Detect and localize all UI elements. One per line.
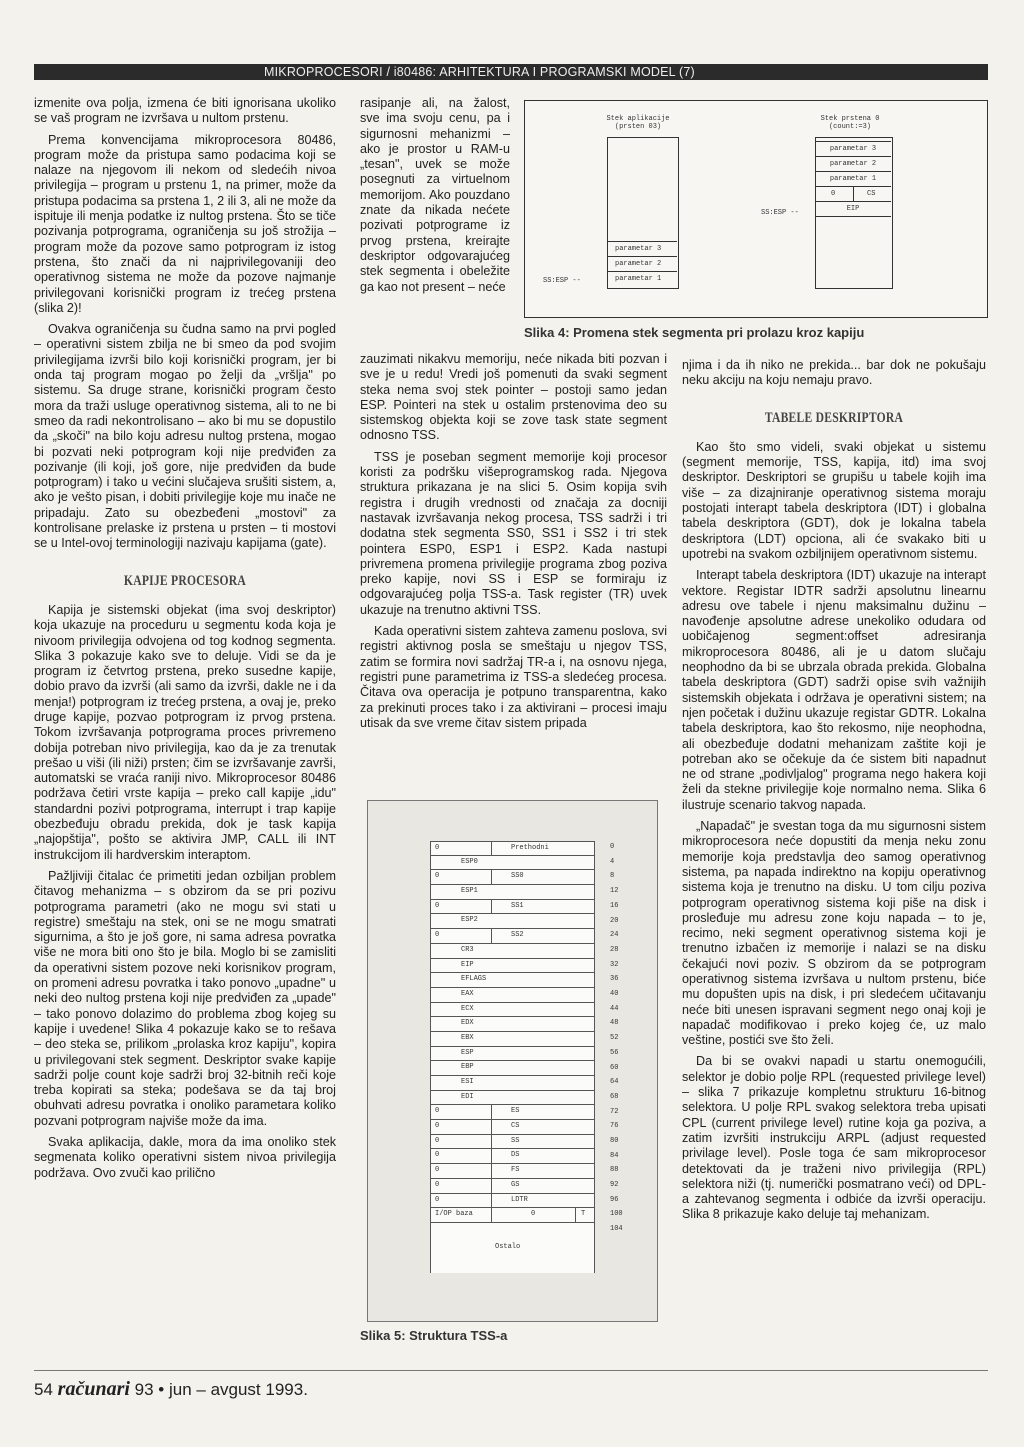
footer-rule — [34, 1370, 988, 1371]
column-2 — [360, 352, 667, 737]
fig4-eip: EIP — [815, 201, 891, 217]
fig4-right-subtitle: (count:=3) — [828, 123, 871, 131]
tss-table — [430, 841, 595, 1208]
tss-offset: 36 — [610, 975, 619, 984]
tss-row-zero: 0 — [435, 901, 440, 910]
tss-row-label: ES — [511, 1107, 520, 1116]
tss-row — [430, 1135, 595, 1150]
fig4-ssesp-left: SS:ESP -- — [543, 277, 581, 285]
tss-offset: 64 — [610, 1078, 619, 1087]
tss-row-zero: 0 — [435, 1151, 440, 1160]
magazine-logo: računari — [57, 1378, 130, 1400]
tss-row — [430, 1164, 595, 1179]
tss-row-label: ESP0 — [461, 857, 478, 866]
fig4-cs-zero: 0 — [831, 190, 836, 198]
tss-row-label: SS1 — [511, 901, 524, 910]
tss-row-label: EIP — [461, 960, 474, 969]
tss-row — [430, 959, 595, 974]
fig4-left-title: Stek aplikacije — [606, 115, 670, 123]
tss-row-zero: 0 — [435, 872, 440, 881]
fig4-left-row: parametar 3 — [607, 241, 677, 256]
issue-number: 93 — [134, 1380, 154, 1399]
tss-offset: 72 — [610, 1107, 619, 1116]
paragraph: Svaka aplikacija, dakle, mora da ima onoliko stek segmenata koliko operativni sistem nivoa privilegija podržava. Ovo zvuči kao prilično — [34, 1135, 336, 1180]
paragraph: Da bi se ovakvi napadi u startu onemogućili, selektor je dobio polje RPL (requested privilege level) – slika 7 prikazuje kompletnu strukturu 16-bitnog selektora. U polje RPL svakog selektora treba upisati CPL (current privilege level) rutine koja ga poziva, a zatim izvršiti instrukciju ARPL (adjust requested privilage level). Posle toga će sam mikroprocesor detektovati da je traženi nivo privilegija (RPL) selektora niži (tj. numerički posmatrano veći) od DPL-a zahtevanog segmenta i odbiće da izvrši operaciju. Slika 8 prikazuje kako deluje taj mehanizam. — [682, 1054, 986, 1222]
tss-row-zero: 0 — [435, 1166, 440, 1175]
paragraph: zauzimati nikakvu memoriju, neće nikada biti pozvan i sve je u redu! Vredi još pomenuti da svaki segment steka nema svoj stek pointer – postoji samo jedan ESP. Pointeri na stek u ostalim prstenovima deo su sistemskog objekta koji se zove task state segment odnosno TSS. — [360, 352, 667, 443]
tss-row-zero: 0 — [435, 1107, 440, 1116]
tss-row — [430, 1003, 595, 1018]
tss-row — [430, 914, 595, 929]
tss-row — [430, 944, 595, 959]
tss-iop-label: I/OP baza — [435, 1210, 473, 1218]
tss-row-label: ESI — [461, 1078, 474, 1086]
tss-row-zero: 0 — [435, 1122, 440, 1131]
tss-row — [430, 900, 595, 915]
tss-offset: 28 — [610, 945, 619, 954]
tss-row-label: ESP1 — [461, 887, 478, 896]
paragraph: „Napadač" je svestan toga da mu sigurnosni sistem mikroprocesora neće dopustiti da menja neku zonu memorije koja predstavlja deo samog operativnog sistema, pa napada indirektno na kopiju operativnog sistema koja je trenutno na disku. U tom cilju poziva potprogram operativnog sistema koji piše na disk i prosleđuje mu adresu zone koju napada – to je, recimo, neki segment operativnog sistema koji je trenutno izbačen iz memorije i nalazi se na disku čekajući novi poziv. S obzirom da se potprogram operativnog sistema izvršava u nultom prstenu, biće mu dopušten upis na disk, i pri sledećem učitavanju neće biti unesen ispravani segment nego onaj koji je napadač modifikovao i preko kojeg će, uz malo veštine, postići sve što želi. — [682, 819, 986, 1048]
page-header-bar — [34, 64, 988, 80]
tss-offset: 88 — [610, 1166, 619, 1175]
tss-row-zero: 0 — [435, 1180, 440, 1189]
tss-row — [430, 1179, 595, 1194]
figure-4-caption: Slika 4: Promena stek segmenta pri prolazu kroz kapiju — [524, 325, 865, 340]
tss-row-label: SS — [511, 1136, 520, 1145]
tss-row-zero: 0 — [435, 931, 440, 940]
fig4-ssesp-right: SS:ESP -- — [761, 209, 799, 217]
tss-offset: 104 — [610, 1225, 623, 1233]
tss-offset: 48 — [610, 1019, 619, 1028]
fig4-right-row: parametar 2 — [815, 156, 891, 171]
tss-row-label: CR3 — [461, 945, 474, 954]
paragraph: TSS je poseban segment memorije koji procesor koristi za podršku višeprogramskog rada. Njegova struktura prikazana je na slici 5. Osim kopija svih registra i drugih vrednosti od značaja za docniji nastavak izvršavanja nekog procesa, TSS sadrži i tri dodatna stek segmenta SS0, SS1 i SS2 i tri stek pointera ESP0, ESP1 i ESP2. Kada nastupi privremena promena privilegije programa zbog poziva preko kapije, novi SS i ESP se formiraju iz odgovarajućeg polja TSS-a. Task register (TR) uvek ukazuje na trenutno aktivni TSS. — [360, 449, 667, 617]
tss-row-label: ESP — [461, 1048, 474, 1057]
tss-row-label: LDTR — [511, 1195, 528, 1204]
paragraph: Kapija je sistemski objekat (ima svoj deskriptor) koja ukazuje na proceduru u segmentu koda koja je nivoom privilegija odvojena od tog kodnog segmenta. Slika 3 pokazuje kako sve to deluje. Vidi se da je program iz četvrtog prstena, preko susedne kapije, dobio pravo da izvrši (ali samo da izvrši, dakle ne i da menja!) potprogram iz trećeg prstena, a ovaj je, preko druge kapije, pozvao potprogram iz prvog prstena. Tokom izvršavanja potprograma proces privremeno dobija potreban nivo privilegija, kao da je za trenutak prešao u viši (ili niži) prsten; čim se izvršavanje završi, automatski se vraća raniji nivo. Mikroprocesor 80486 podržava četiri vrste kapija – preko call kapije „idu" standardni pozivi potprograma, interrupt i trap kapije obezbeđuju obradu prekida, dok je task kapija „najopštija", pošto se aktivira JMP, CALL ili INT instrukcijom ili hardverskim interaptom. — [34, 602, 336, 862]
tss-row — [430, 1091, 595, 1106]
tss-offset: 20 — [610, 916, 619, 925]
section-heading: KAPIJE PROCESORA — [123, 572, 247, 589]
tss-row — [430, 929, 595, 944]
paragraph: Pažljiviji čitalac će primetiti jedan ozbiljan problem čitavog mehanizma – s obzirom da se pri pozivu potprograma parametri (ako ne mogu svi stati u registre) smeštaju na stek, oni se ne mogu smatrati sigurnima, a što je još gore, ni sama adresa povratka više ne mora biti ono što je bila. Moglo bi se zamisliti da operativni sistem pozove neki korisnikov program, on promeni adresu povratka i tako ponovo „upadne" u neki deo nultog prstena koji nije predviđen za „upade" – tako ponovo dolazimo do problema zbog kojeg su kapije i uvedene! Slika 4 pokazuje kako se to rešava – deo steka se, prilikom „prolaska kroz kapiju", kopira u privilegovani stek segment. Deskriptor svake kapije sadrži polje count koje sadrži broj 32-bitnih reči koje treba kopirati sa steka; podešava se da taj broj obuhvati adresu povratka i onoliko parametara koliko pozvani potprogram najviše može da ima. — [34, 868, 336, 1128]
tss-row-zero: 0 — [435, 844, 440, 852]
tss-row-label: EBX — [461, 1033, 474, 1042]
tss-row — [430, 1105, 595, 1120]
tss-offset: 68 — [610, 1092, 619, 1101]
fig4-right-row: parametar 1 — [815, 171, 891, 186]
paragraph: Kao što smo videli, svaki objekat u sistemu (segment memorije, TSS, kapija, itd) ima svoj deskriptor. Deskriptori se grupišu u tabele kojih ima više – za dizajniranje operativnog sistema moraju postojati interapt tabela deskriptora (IDT) i globalna tabela deskriptora (GDT), dok je lokalna tabela deskriptora (LDT) opciona, ali će svakako biti u upotrebi na svakom ozbiljnijem operativnom sistemu. — [682, 439, 986, 561]
tss-row — [430, 1032, 595, 1047]
tss-row-label: EDI — [461, 1092, 474, 1101]
paragraph: njima i da ih niko ne prekida... bar dok ne pokušaju neku akciju na koju nemaju pravo. — [682, 358, 986, 388]
issue-date: jun – avgust 1993. — [168, 1380, 308, 1399]
tss-row-label: ECX — [461, 1004, 474, 1013]
tss-offset: 12 — [610, 887, 619, 896]
tss-row — [430, 973, 595, 988]
tss-offset: 40 — [610, 990, 619, 998]
tss-row-label: Prethodni — [511, 844, 549, 852]
tss-offset: 76 — [610, 1122, 619, 1131]
tss-offset: 84 — [610, 1151, 619, 1160]
tss-iop-t: T — [581, 1210, 586, 1218]
figure-5-caption: Slika 5: Struktura TSS-a — [360, 1328, 508, 1343]
tss-row-label: ESP2 — [461, 916, 478, 925]
tss-row — [430, 1017, 595, 1032]
tss-row — [430, 1120, 595, 1135]
tss-row-label: DS — [511, 1151, 520, 1160]
tss-row-label: EAX — [461, 989, 474, 998]
tss-row — [430, 885, 595, 900]
tss-row-label: EFLAGS — [461, 975, 487, 984]
tss-row — [430, 1076, 595, 1091]
fig4-left-subtitle: (prsten 03) — [614, 123, 662, 131]
tss-row — [430, 841, 595, 856]
tss-row — [430, 856, 595, 871]
fig4-cs-label: CS — [867, 190, 876, 198]
tss-row — [430, 1194, 595, 1209]
tss-offset: 56 — [610, 1048, 619, 1057]
column-1 — [34, 96, 336, 1187]
tss-offset: 96 — [610, 1195, 619, 1204]
tss-offset: 92 — [610, 1181, 619, 1190]
tss-row — [430, 1061, 595, 1076]
paragraph: Kada operativni sistem zahteva zamenu poslova, svi registri aktivnog posla se smeštaju u njegov TSS, zatim se formira novi sadržaj TR-a i, na osnovu njega, registri pune parametrima iz TSS-a sledećeg procesa. Čitava ova operacija je potpuno transparentna, kako za prekinuti proces tako i za aktivirani – procesi imaju utisak da sve vreme čitav sistem pripada — [360, 624, 667, 730]
fig4-right-row: parametar 3 — [815, 141, 891, 156]
tss-iop-zero: 0 — [531, 1210, 536, 1218]
paragraph: Interapt tabela deskriptora (IDT) ukazuje na interapt vektore. Registar IDTR sadrži apsolutnu linearnu adresu ove tabele i njenu maksimalnu dužinu – navođenje apsolutne adrese unekoliko odudara od uobičajenog segment:offset adresiranja mikroprocesora 80486, ali je u datom slučaju neophodno da bi se ubrzala obrada prekida. Globalna tabela deskriptora (GDT) sadrži opise svih važnijih sistemskih objekata i održava je operativni sistem; na njen početak i dužinu ukazuje registar GDTR. Lokalna tabela deskriptora, kao što rekosmo, nije neophodna, ali obezbeđuje dodatni mehanizam zaštite koji je potreban ako se očekuje da će sistem biti napadnut ne od strane „podivljalog" programa nego hakera koji želi da stekne privilegije koje normalno nema. Slika 6 ilustruje scenario takvog napada. — [682, 568, 986, 812]
paragraph: Ovakva ograničenja su čudna samo na prvi pogled – operativni sistem zbilja ne bi smeo da pod svojim privilegijama izvrši bilo koji korisnički program, jer bi onda taj program mogao po želji da „vršlja" po sistemu. Sa druge strane, korisnički program često mora da traži usluge operativnog sistema, ali to ne bi smeo da radi nekontrolisano – ako bi mu se dopustilo da „skoči" na bilo koju adresu nultog prstena, mogao bi pozvati neki potprogram koji nije predviđen za pozivanje (ili koji, još gore, nije predviđen da bude potprogram) i tako u većini slučajeva srušiti sistem, a, ako je vešto pisan, i dobiti privilegije koje mu inače ne pripadaju. Zato su obezbeđeni „mostovi" za kontrolisane prelaske iz prstena u prsten – ti mostovi se u Intel-ovoj terminologiji nazivaju kapijama (gate). — [34, 322, 336, 551]
tss-row-label: GS — [511, 1180, 520, 1189]
tss-offset: 16 — [610, 901, 619, 910]
tss-offset: 100 — [610, 1210, 623, 1218]
footer — [34, 1378, 308, 1401]
tss-row — [430, 870, 595, 885]
tss-row-label: SS0 — [511, 872, 524, 881]
tss-row-label: EBP — [461, 1063, 474, 1072]
tss-offset: 4 — [610, 857, 615, 866]
fig4-left-row: parametar 2 — [607, 256, 677, 271]
tss-row-zero: 0 — [435, 1136, 440, 1145]
figure-4-stack-diagram — [524, 100, 988, 318]
tss-offset: 80 — [610, 1137, 619, 1145]
fig4-left-row: parametar 1 — [607, 271, 677, 286]
tss-offset: 0 — [610, 843, 615, 851]
tss-row-zero: 0 — [435, 1195, 440, 1204]
tss-offset: 44 — [610, 1004, 619, 1013]
tss-row-label: EDX — [461, 1019, 474, 1028]
paragraph: izmenite ova polja, izmena će biti ignorisana ukoliko se vaš program ne izvršava u nultom prstenu. — [34, 96, 336, 126]
tss-offset: 52 — [610, 1034, 619, 1043]
tss-offset: 32 — [610, 960, 619, 969]
tss-row — [430, 1047, 595, 1062]
tss-row-label: SS2 — [511, 931, 524, 940]
figure-5-tss-structure — [367, 800, 658, 1322]
tss-row — [430, 1149, 595, 1164]
bullet: • — [158, 1380, 165, 1399]
tss-table-tail — [430, 1208, 595, 1273]
tss-row-label: CS — [511, 1122, 520, 1131]
column-3 — [682, 358, 986, 1229]
page-number: 54 — [34, 1380, 53, 1399]
column-2-top — [360, 96, 510, 301]
header-title: MIKROPROCESORI / i80486: ARHITEKTURA I PROGRAMSKI MODEL (7) — [264, 65, 695, 79]
section-heading: TABELE DESKRIPTORA — [764, 409, 904, 426]
tss-offset: 60 — [610, 1063, 619, 1072]
paragraph: rasipanje ali, na žalost, sve ima svoju cenu, pa i sigurnosni mehanizmi – ako je prostor u RAM-u „tesan", uvek se može posegnuti za virtuelnom memorijom. Ako pouzdano znate da nikada nećete pozivati potprograme iz prvog prstena, kreirajte deskriptor odgovarajućeg stek segmenta i obeležite ga kao not present – neće — [360, 96, 510, 294]
tss-ostalo: Ostalo — [495, 1242, 521, 1251]
tss-offset: 24 — [610, 931, 619, 940]
paragraph: Prema konvencijama mikroprocesora 80486, program može da pristupa samo podacima koji se nalaze na njegovom ili nekom od sledećih nivoa privilegija – program u prstenu 1, na primer, može da pristupa podacima sa prstena 1, 2 ili 3, ali ne može da ispituje ili menja podatke iz nultog prstena. Što se tiče pozivanja potprograma, ograničenja su još strožija – program može da pozove samo potprogram iz istog prstena, što znači da ni najprivilegovaniji deo operativnog sistema ne može da pozove najmanje privilegovani korisnički program iz trećeg prstena (slika 2)! — [34, 132, 336, 315]
tss-offset: 8 — [610, 872, 615, 881]
tss-row — [430, 988, 595, 1003]
fig4-right-title: Stek prstena 0 — [820, 115, 880, 123]
tss-row-label: FS — [511, 1166, 520, 1175]
